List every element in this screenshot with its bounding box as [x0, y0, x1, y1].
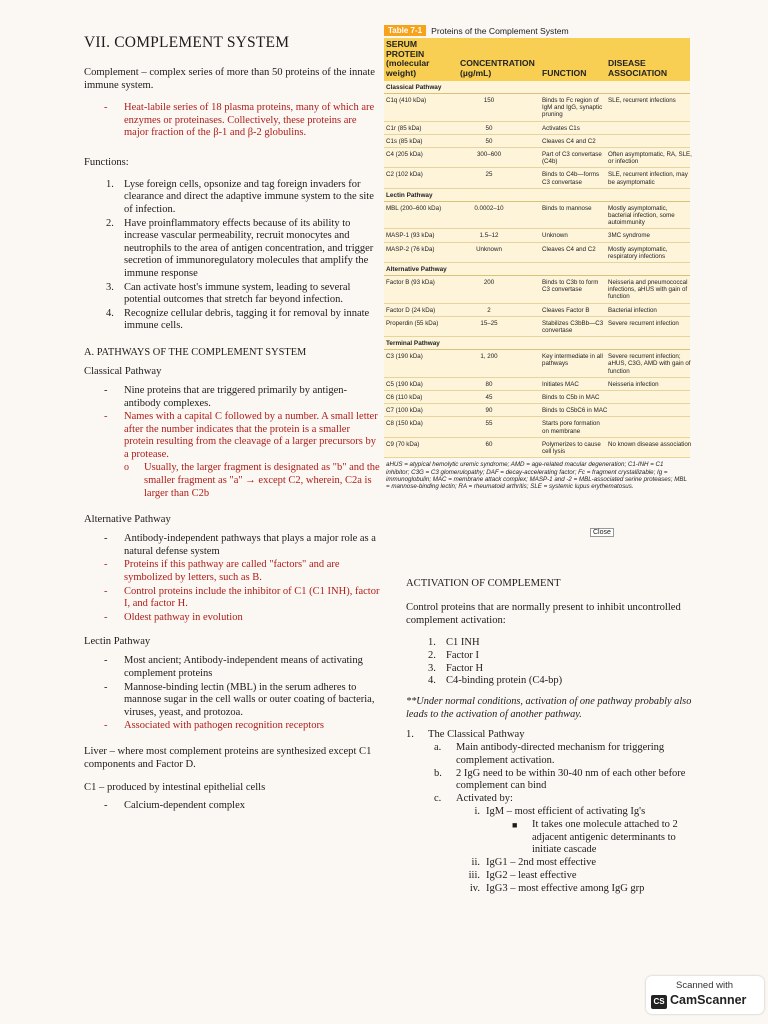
cell-protein: C1q (410 kDa)	[386, 97, 427, 104]
c1-list	[102, 800, 380, 813]
table-row	[384, 391, 690, 404]
cell-disease: SLE, recurrent infections	[608, 97, 676, 104]
outline-bullet: ■ It takes one molecule attached to 2 adjacent antigenic determinants to initiate cascade	[512, 818, 678, 856]
control-proteins-list	[428, 637, 706, 688]
table-row	[384, 168, 690, 188]
functions-list	[106, 179, 380, 333]
lectin-item: - Most ancient; Antibody-independent means of activating complement proteins	[102, 655, 380, 680]
close-tooltip[interactable]: Close	[590, 528, 614, 537]
cell-function: Stabilizes C3bBb—C3 convertase	[542, 319, 604, 335]
cell-disease: Neisseria infection	[608, 380, 659, 388]
classical-subitem: o Usually, the larger fragment is designated as "b" and the smaller fragment as "a" → except C2, wherein, C2a is larger than C2b	[124, 462, 380, 500]
cell-protein: MASP-1 (93 kDa)	[386, 232, 435, 240]
lectin-item: - Associated with pathogen recognition receptors	[102, 720, 380, 733]
cell-protein: C3 (190 kDa)	[386, 353, 423, 361]
pathway-note: **Under normal conditions, activation of one pathway probably also leads to the activation of another pathway.	[406, 696, 692, 720]
table-row	[384, 304, 690, 317]
cell-disease	[608, 394, 692, 401]
outline-item-c: c. Activated by:	[434, 793, 513, 805]
cell-function: Activates C1s	[542, 124, 580, 132]
complement-table	[384, 24, 690, 490]
alternative-item: - Oldest pathway in evolution	[102, 612, 380, 625]
liver-text: Liver – where most complement proteins are synthesized except C1 components and Factor D.	[84, 745, 372, 770]
cell-function: Cleaves C4 and C2	[542, 245, 596, 253]
table-row	[384, 350, 690, 378]
cell-concentration: 0.0002–10	[474, 204, 504, 212]
cell-protein: Factor B (93 kDa)	[386, 279, 435, 287]
intro-list	[102, 102, 380, 140]
table-row	[384, 202, 690, 230]
function-item: 1. Lyse foreign cells, opsonize and tag foreign invaders for clearance and direct the adaptive immune system to the site of infection.	[106, 178, 374, 215]
cell-function: Cleaves C4 and C2	[542, 137, 596, 145]
cell-function: Part of C3 convertase (C4b)	[542, 151, 602, 166]
cell-disease: SLE, recurrent infection, may be asymptomatic	[608, 171, 688, 186]
cell-disease: Often asymptomatic, RA, SLE, or infection	[608, 151, 692, 166]
c1-text: C1 – produced by intestinal epithelial cells	[84, 781, 266, 793]
cell-disease: Mostly asymptomatic, respiratory infections	[608, 245, 668, 260]
cell-protein: MBL (200–600 kDa)	[386, 204, 442, 212]
classical-item: - Names with a capital C followed by a number. A small letter after the number indicates that the protein is a smaller protein resulting from the cleavage of a larger precursors by a protease.	[102, 411, 380, 461]
cell-function: Polymerizes to cause cell lysis	[542, 440, 601, 456]
function-item: 2. Have proinflammatory effects because of its ability to increase vascular permeability, recruit monocytes and neutrophils to the area of antigen concentration, and trigger secretion of immunoregulatory molecules that amplify the immune response	[106, 217, 374, 279]
activation-heading: ACTIVATION OF COMPLEMENT	[406, 578, 561, 589]
table-group-label: Lectin Pathway	[384, 189, 690, 202]
cell-protein: C7 (100 kDa)	[386, 407, 423, 415]
table-row	[384, 417, 690, 437]
classical-sublist	[124, 462, 380, 500]
cell-protein: C9 (70 kDa)	[386, 440, 420, 448]
cell-protein: C6 (110 kDa)	[386, 394, 423, 402]
cell-function: Key intermediate in all pathways	[542, 353, 603, 368]
outline-item-ii: ii. IgG1 – 2nd most effective	[471, 857, 597, 869]
outline-item-iv: iv. IgG3 – most effective among IgG grp	[469, 882, 645, 894]
cell-protein: C4 (205 kDa)	[386, 151, 423, 159]
cell-concentration: Unknown	[476, 245, 502, 253]
cell-function: Starts pore formation on membrane	[542, 420, 600, 435]
functions-label: Functions:	[84, 156, 129, 168]
alternative-item: - Antibody-independent pathways that plays a major role as a natural defense system	[102, 533, 380, 558]
cell-function: Unknown	[542, 232, 568, 240]
camscanner-logo-icon: CS	[651, 995, 667, 1009]
cell-function: Cleaves Factor B	[542, 306, 590, 314]
watermark-line2: CamScanner	[670, 993, 747, 1007]
cell-protein: C1s (85 kDa)	[386, 137, 423, 145]
table-row	[384, 94, 690, 122]
cell-function: Binds to C5b in MAC	[542, 394, 600, 402]
subsection-a-heading: A. PATHWAYS OF THE COMPLEMENT SYSTEM	[84, 346, 307, 358]
cell-protein: C2 (102 kDa)	[386, 171, 423, 179]
cell-disease: 3MC syndrome	[608, 232, 650, 240]
cell-concentration: 300–600	[476, 151, 502, 159]
cell-protein: C5 (190 kDa)	[386, 380, 423, 388]
cell-protein: Properdin (55 kDa)	[386, 319, 439, 327]
classical-pathway-label: Classical Pathway	[84, 365, 162, 377]
cell-concentration: 2	[487, 306, 491, 314]
lectin-item: - Mannose-binding lectin (MBL) in the serum adheres to mannose sugar in the cell walls or outer coating of bacteria, viruses, yeast, and protozoa.	[102, 682, 380, 720]
header-function: FUNCTION	[542, 67, 587, 78]
c1-item: - Calcium-dependent complex	[102, 800, 380, 813]
table-row	[384, 229, 690, 242]
cell-concentration: 150	[483, 97, 495, 104]
cell-function: Initiates MAC	[542, 380, 579, 388]
table-row	[384, 276, 690, 304]
function-item: 4. Recognize cellular debris, tagging it for removal by innate immune cells.	[106, 307, 370, 332]
cell-concentration: 90	[485, 407, 493, 415]
table-row	[384, 378, 690, 391]
watermark-line1: Scanned with	[676, 980, 734, 991]
cell-concentration: 200	[483, 279, 495, 287]
table-row	[384, 122, 690, 135]
cell-function: Binds to C3b to form C3 convertase	[542, 279, 599, 294]
table-footnote: aHUS = atypical hemolytic uremic syndrome; AMD = age-related macular degeneration; C1-INH = C1 inhibitor; C3G = C3 glomerulopathy; DAF = decay-accelerating factor; Fc = fragment crystallizable; Ig = immunoglobulin; MAC = membrane attack complex; MASP-1 and -2 = MBL-associated serine proteases; MBL = mannose-binding lectin; RA = rheumatoid arthritis; SLE = systemic lupus erythematosus.	[386, 461, 687, 490]
outline-item-i: i. IgM – most efficient of activating Ig's	[474, 805, 646, 817]
table-group-label: Classical Pathway	[384, 81, 690, 94]
cell-disease: Bacterial infection	[608, 306, 657, 314]
cell-protein: MASP-2 (76 kDa)	[386, 245, 435, 253]
table-header	[384, 38, 690, 81]
table-group-label: Terminal Pathway	[384, 337, 690, 350]
activation-intro: Control proteins that are normally present to inhibit uncontrolled complement activation:	[406, 602, 681, 626]
table-row	[384, 148, 690, 168]
camscanner-watermark	[646, 976, 764, 1014]
alternative-item: - Control proteins include the inhibitor of C1 (C1 INH), factor I, and factor H.	[102, 586, 380, 611]
table-title	[384, 24, 690, 37]
cell-concentration: 1.5–12	[479, 232, 499, 240]
cell-concentration: 55	[485, 420, 493, 428]
table-badge: Table 7-1	[384, 25, 426, 36]
cell-function: Binds to C4b—forms C3 convertase	[542, 171, 600, 186]
cell-disease	[608, 420, 692, 434]
table-group-label: Alternative Pathway	[384, 263, 690, 276]
classical-pathway-heading: 1. The Classical Pathway	[406, 729, 525, 741]
cell-function: Binds to Fc region of IgM and IgG, synaptic pruning	[542, 97, 603, 119]
cell-protein: C1r (85 kDa)	[386, 124, 422, 132]
cell-disease: No known disease association	[608, 440, 692, 448]
intro-bullet: - Heat-labile series of 18 plasma proteins, many of which are enzymes or proteinases. Collectively, these proteins are major fraction of the β-1 and β-2 globulins.	[102, 102, 380, 140]
right-column-text	[406, 578, 706, 896]
cell-disease: Severe recurrent infection	[608, 319, 679, 327]
cell-concentration: 25	[485, 171, 493, 179]
cell-function: Binds to mannose	[542, 204, 592, 212]
cell-concentration: 45	[485, 394, 493, 402]
cell-concentration: 60	[485, 440, 493, 448]
cell-concentration: 80	[485, 380, 493, 388]
outline-item-iii: iii. IgG2 – least effective	[468, 869, 577, 881]
table-caption: Proteins of the Complement System	[431, 25, 569, 36]
outline-item-a: a. Main antibody-directed mechanism for triggering complement activation.	[434, 741, 665, 766]
cell-concentration: 15–25	[480, 319, 498, 327]
header-serum-protein: SERUM PROTEIN (molecular weight)	[386, 39, 430, 78]
cell-disease: Mostly asymptomatic, bacterial infection, some autoimmunity	[608, 204, 675, 227]
header-concentration: CONCENTRATION (µg/mL)	[460, 58, 535, 78]
table-row	[384, 404, 690, 417]
lectin-pathway-label: Lectin Pathway	[84, 636, 151, 648]
section-title: VII. COMPLEMENT SYSTEM	[84, 34, 290, 51]
left-column	[84, 34, 380, 814]
cell-protein: C8 (150 kDa)	[386, 420, 423, 428]
table-body	[384, 81, 690, 458]
intro-text: Complement – complex series of more than 50 proteins of the innate immune system.	[84, 67, 375, 91]
table-row	[384, 243, 690, 263]
alternative-pathway-label: Alternative Pathway	[84, 514, 171, 526]
alternative-item: - Proteins if this pathway are called "factors" and are symbolized by letters, such as B.	[102, 559, 380, 584]
table-row	[384, 438, 690, 458]
alternative-list	[102, 533, 380, 624]
control-protein-item: 2. Factor I	[428, 649, 479, 661]
cell-disease	[608, 407, 692, 414]
cell-disease: Severe recurrent infection; aHUS, C3G, AMD with gain of function	[608, 353, 691, 375]
cell-disease	[608, 125, 692, 132]
classical-list	[102, 385, 380, 462]
cell-function: Binds to C5bC6 in MAC	[542, 407, 608, 415]
outline-item-b: b. 2 IgG need to be within 30-40 nm of each other before complement can bind	[434, 767, 686, 792]
cell-concentration: 50	[485, 137, 493, 145]
classical-item: - Nine proteins that are triggered primarily by antigen-antibody complexes.	[102, 385, 380, 410]
table-row	[384, 317, 690, 337]
control-protein-item: 3. Factor H	[428, 662, 484, 674]
control-protein-item: 4. C4-binding protein (C4-bp)	[428, 675, 563, 687]
cell-disease: Neisseria and pneumococcal infections, aHUS with gain of function	[608, 279, 688, 301]
header-disease-association: DISEASE ASSOCIATION	[608, 58, 668, 78]
cell-concentration: 50	[485, 124, 493, 132]
cell-protein: Factor D (24 kDa)	[386, 306, 436, 314]
table-row	[384, 135, 690, 148]
cell-concentration: 1, 200	[480, 353, 498, 361]
function-item: 3. Can activate host's immune system, leading to several potential outcomes that stretch far beyond infection.	[106, 281, 351, 306]
cell-disease	[608, 138, 692, 145]
control-protein-item: 1. C1 INH	[428, 637, 480, 648]
lectin-list	[102, 655, 380, 733]
